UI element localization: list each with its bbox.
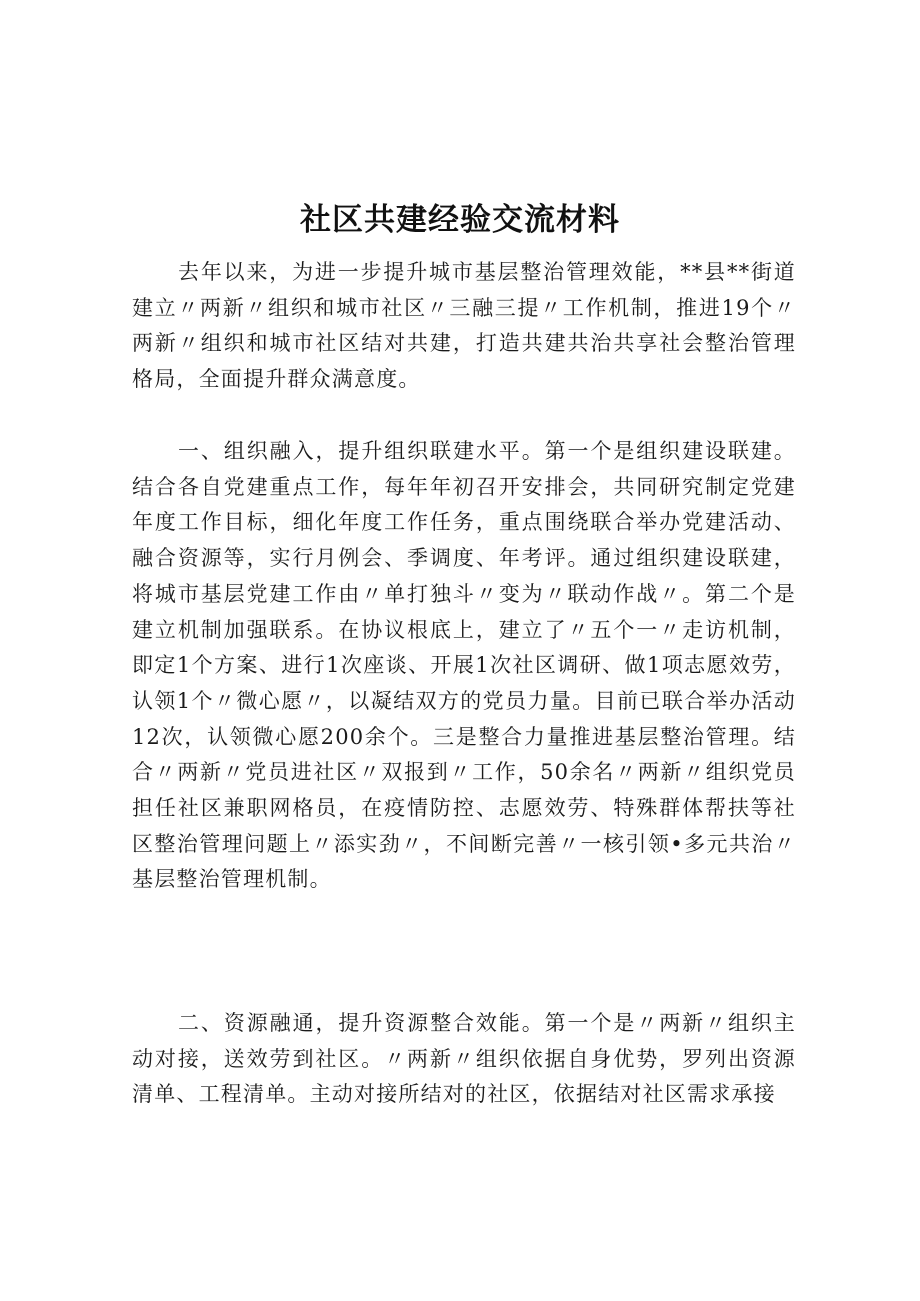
- document-title: 社区共建经验交流材料: [300, 202, 620, 238]
- paragraph-section-one: 一、组织融入，提升组织联建水平。第一个是组织建设联建。结合各自党建重点工作，每年年初召开安排会，共同研究制定党建年度工作目标，细化年度工作任务，重点围绕联合举办党建活动、融合资源等，实行月例会、季调度、年考评。通过组织建设联建，将城市基层党建工作由〃单打独斗〃变为〃联动作战〃。第二个是建立机制加强联系。在协议根底上，建立了〃五个一〃走访机制，即定1个方案、进行1次座谈、开展1次社区调研、做1项志愿效劳，认领1个〃微心愿〃，以凝结双方的党员力量。目前已联合举办活动12次，认领微心愿200余个。三是整合力量推进基层整治管理。结合〃两新〃党员进社区〃双报到〃工作，50余名〃两新〃组织党员担任社区兼职网格员，在疫情防控、志愿效劳、特殊群体帮扶等社区整治管理问题上〃添实劲〃，不间断完善〃一核引领•多元共治〃基层整治管理机制。: [132, 439, 796, 892]
- paragraph-intro: 去年以来，为进一步提升城市基层整治管理效能，**县**街道建立〃两新〃组织和城市社区〃三融三提〃工作机制，推进19个〃两新〃组织和城市社区结对共建，打造共建共治共享社会整治管理格局，全面提升群众满意度。: [132, 260, 796, 392]
- paragraph-section-two: 二、资源融通，提升资源整合效能。第一个是〃两新〃组织主动对接，送效劳到社区。〃两新〃组织依据自身优势，罗列出资源清单、工程清单。主动对接所结对的社区，依据结对社区需求承接: [132, 1011, 796, 1107]
